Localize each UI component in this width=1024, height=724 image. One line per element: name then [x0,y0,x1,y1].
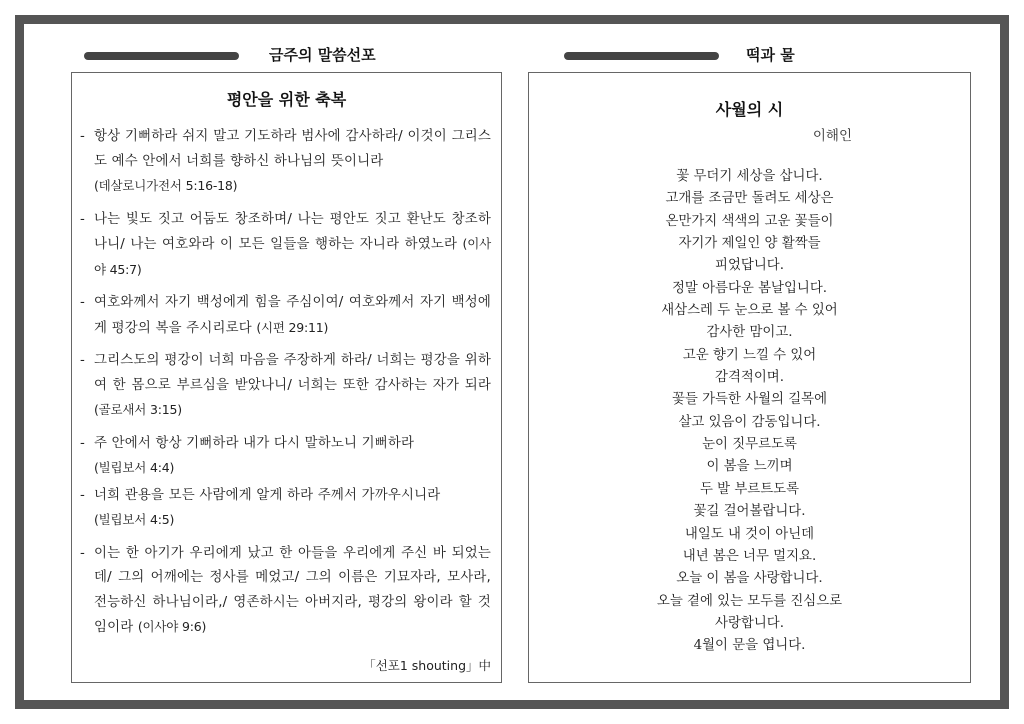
verse-text: 항상 기뻐하라 쉬지 말고 기도하라 범사에 감사하라/ 이것이 그리스도 예수 안에서 너희를 향하신 하나님의 뜻이니라 [94,129,491,169]
poem-line: 두 발 부르트도록 [699,481,800,497]
poem-line: 감사한 맘이고. [706,325,793,341]
verse-item [80,291,491,341]
verse-dash: - [80,129,86,144]
scripture-title: 평안을 위한 축복 [226,90,347,109]
verse-reference: (빌립보서 4:4) [94,460,175,475]
verse-dash: - [80,211,86,227]
poem-line: 꽃길 걸어볼랍니다. [693,504,806,520]
poem-line: 오늘 이 봄을 사랑합니다. [676,571,823,587]
verse-reference: (이사야 9:6) [137,619,207,634]
poem-line: 온만가지 색색의 고운 꽃들이 [665,213,834,229]
poem-line: 꽃들 가득한 사월의 길목에 [671,392,828,408]
poem-box [528,72,971,683]
verse-reference: (데살로니가전서 5:16-18) [94,178,238,193]
verse-text: 나는 빛도 짓고 어둠도 창조하며/ 나는 평안도 짓고 환난도 창조하나니/ 나는 여호와라 이 모든 일들을 행하는 자니라 하였노라 [94,211,491,252]
right-panel-header [564,44,864,68]
poem-line: 고운 향기 느낄 수 있어 [682,347,817,363]
right-header-bar [564,52,719,60]
verse-item [80,349,491,424]
verse-text: 주 안에서 항상 기뻐하라 내가 다시 말하노니 기뻐하라 [94,435,415,451]
poem-line: 눈이 짓무르도록 [702,437,797,453]
left-panel-header [84,44,414,68]
verse-item [80,208,491,284]
page-frame [15,15,1009,709]
verse-dash: - [80,545,86,561]
poem-line: 새삼스레 두 눈으로 볼 수 있어 [661,303,838,319]
verse-reference: (이사야 45:7) [94,236,491,277]
left-header-bar [84,52,239,60]
verse-item [80,542,491,641]
verse-item [80,432,491,482]
verse-reference: (시편 29:11) [256,319,329,335]
poem-body [529,166,970,658]
poem-line: 내일도 내 것이 아닌데 [684,526,815,542]
verse-dash: - [80,353,86,368]
verse-item [80,125,491,200]
verse-text: 여호와께서 자기 백성에게 힘을 주심이여/ 여호와께서 자기 백성에게 평강의 복을 주시리로다 [94,295,491,336]
poem-line: 4월이 문을 엽니다. [693,638,806,654]
scripture-box [71,72,502,683]
poem-line: 내년 봄은 너무 멀지요. [682,548,817,564]
poem-line: 꽃 무더기 세상을 삽니다. [676,169,823,184]
source-credit: 「선포1 shouting」中 [363,658,491,673]
verse-text: 이는 한 아기가 우리에게 났고 한 아들을 우리에게 주신 바 되었는데/ 그의 어깨에는 정사를 메었고/ 그의 이름은 기묘자라, 모사라, 전능하신 하나님이라,/ 영존하시는 아버지라, 평강의 왕이라 할 것임이라 [94,545,491,635]
verse-list [80,125,491,649]
poem-line: 정말 아름다운 봄날입니다. [671,280,828,296]
left-header-title: 금주의 말씀선포 [269,46,376,64]
poem-line: 오늘 곁에 있는 모두를 진심으로 [656,593,843,609]
poem-line: 고개를 조금만 돌려도 세상은 [665,191,834,207]
verse-text: 그리스도의 평강이 너희 마음을 주장하게 하라/ 너희는 평강을 위하여 한 몸으로 부르심을 받았나니/ 너희는 또한 감사하는 자가 되라 [94,353,491,393]
verse-item [80,484,491,534]
verse-reference: (빌립보서 4:5) [94,512,175,527]
poem-line: 감격적이며. [715,370,784,386]
poem-line: 이 봄을 느끼며 [706,459,793,475]
poem-title: 사월의 시 [715,100,784,119]
poem-line: 피었답니다. [715,258,784,274]
verse-dash: - [80,435,86,451]
verse-reference: (골로새서 3:15) [94,402,182,417]
right-header-title: 떡과 물 [746,46,795,64]
poem-line: 자기가 제일인 양 활짝들 [678,236,821,252]
verse-text: 너희 관용을 모든 사람에게 알게 하라 주께서 가까우시니라 [94,487,441,503]
verse-dash: - [80,295,86,310]
poem-line: 사랑합니다. [715,615,784,631]
poem-author: 이해인 [812,128,852,144]
verse-dash: - [80,487,86,503]
poem-line: 살고 있음이 감동입니다. [678,414,821,430]
